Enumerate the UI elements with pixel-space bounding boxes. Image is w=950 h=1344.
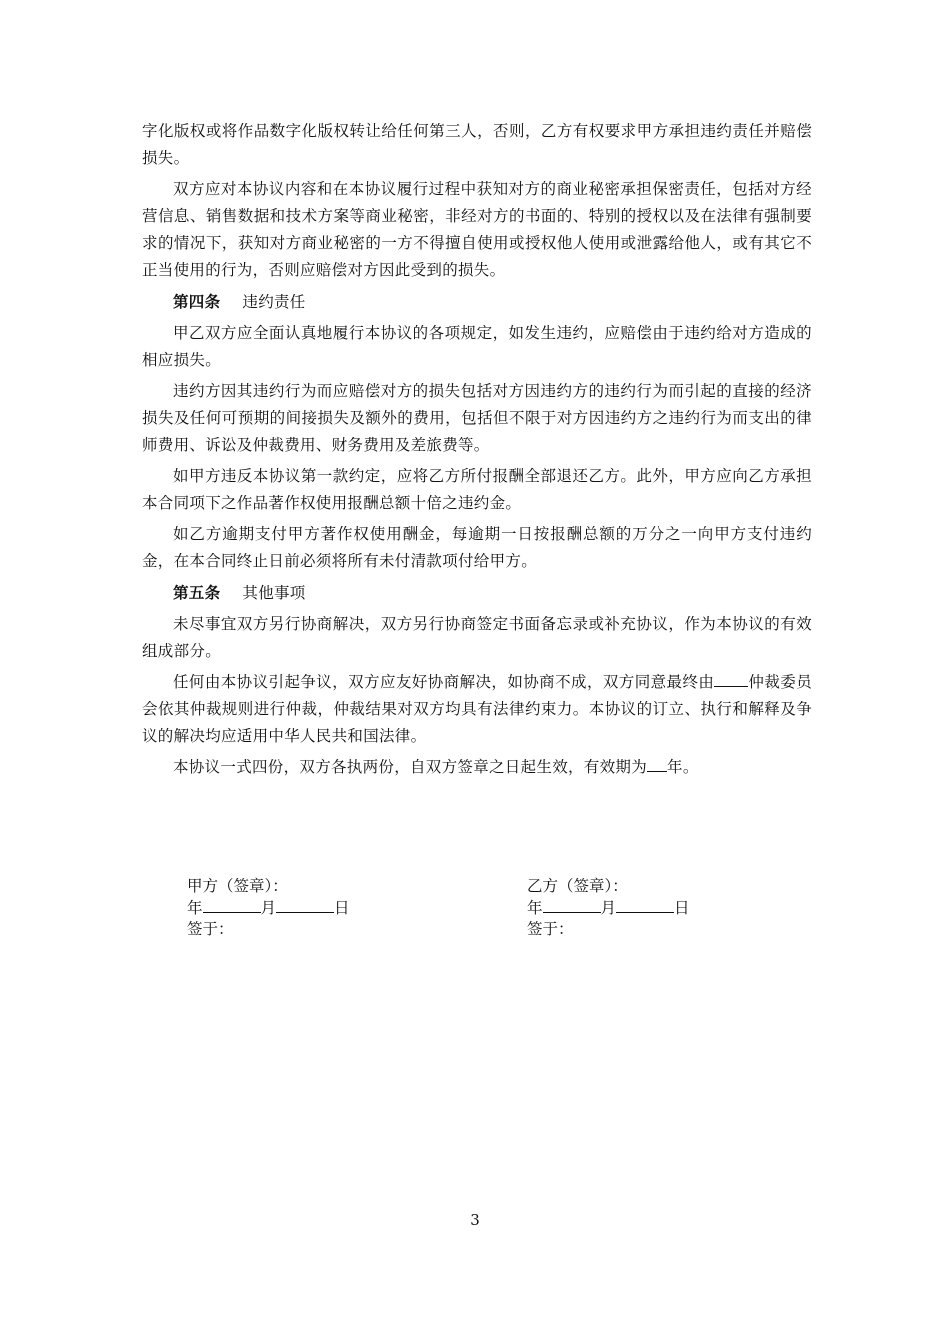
article-5-heading	[142, 579, 812, 607]
arbitration-text-b: 仲裁委员会依其仲裁规则进行仲裁，仲裁结果对双方均具有法律约束力。本协议的订立、执行和解释及争议的解决均应适用中华人民共和国法律。	[142, 673, 812, 745]
document-body	[142, 118, 812, 785]
paragraph-confidentiality: 双方应对本协议内容和在本协议履行过程中获知对方的商业秘密承担保密责任，包括对方经营信息、销售数据和技术方案等商业秘密，非经对方的书面的、特别的授权以及在法律有强制要求的情况下，获知对方商业秘密的一方不得擅自使用或授权他人使用或泄露给他人，或有其它不正当使用的行为，否则应赔偿对方因此受到的损失。	[142, 180, 812, 279]
paragraph-other-matters: 未尽事宜双方另行协商解决，双方另行协商签定书面备忘录或补充协议，作为本协议的有效组成部分。	[142, 615, 812, 660]
paragraph-breach-general: 甲乙双方应全面认真地履行本协议的各项规定，如发生违约，应赔偿由于违约给对方造成的相应损失。	[142, 324, 812, 369]
article-4-heading	[142, 288, 812, 316]
party-b-signed-at: 签于：	[527, 920, 574, 938]
party-b-day: 日	[674, 899, 690, 917]
party-b-label: 乙方（签章）：	[527, 877, 628, 895]
party-a-date	[187, 897, 350, 919]
party-a-year: 年	[187, 899, 203, 917]
validity-blank	[647, 755, 667, 772]
article-4-number: 第四条	[173, 292, 221, 311]
arbitration-blank	[714, 670, 748, 687]
party-a-month: 月	[260, 899, 277, 917]
article-5-number: 第五条	[173, 583, 221, 602]
party-b-signature	[527, 876, 690, 940]
party-a-day: 日	[334, 899, 350, 917]
paragraph-breach-losses: 违约方因其违约行为而应赔偿对方的损失包括对方因违约方的违约行为而引起的直接的经济损失及任何可预期的间接损失及额外的费用，包括但不限于对方因违约方之违约行为而支出的律师费用、诉讼及仲裁费用、财务费用及差旅费等。	[142, 382, 812, 454]
party-b-year: 年	[527, 899, 543, 917]
paragraph-validity	[142, 754, 812, 781]
validity-text-a: 本协议一式四份，双方各执两份，自双方签章之日起生效，有效期为	[173, 758, 648, 776]
paragraph-arbitration	[142, 669, 812, 750]
party-a-signature	[187, 876, 350, 940]
validity-text-b: 年。	[667, 758, 699, 776]
article-4-title: 违约责任	[242, 293, 306, 311]
paragraph-continuation: 字化版权或将作品数字化版权转让给任何第三人，否则，乙方有权要求甲方承担违约责任并赔偿损失。	[142, 122, 812, 167]
paragraph-breach-party-a: 如甲方违反本协议第一款约定，应将乙方所付报酬全部退还乙方。此外，甲方应向乙方承担本合同项下之作品著作权使用报酬总额十倍之违约金。	[142, 467, 812, 512]
arbitration-text-a: 任何由本协议引起争议，双方应友好协商解决，如协商不成，双方同意最终由	[173, 673, 715, 691]
party-a-label: 甲方（签章）：	[187, 877, 288, 895]
party-b-date	[527, 897, 690, 919]
party-a-signed-at: 签于：	[187, 920, 234, 938]
party-b-month: 月	[600, 899, 617, 917]
article-5-title: 其他事项	[242, 584, 306, 602]
page-number: 3	[470, 1211, 480, 1229]
paragraph-breach-party-b: 如乙方逾期支付甲方著作权使用酬金，每逾期一日按报酬总额的万分之一向甲方支付违约金，在本合同终止日前必须将所有未付清款项付给甲方。	[142, 525, 812, 570]
